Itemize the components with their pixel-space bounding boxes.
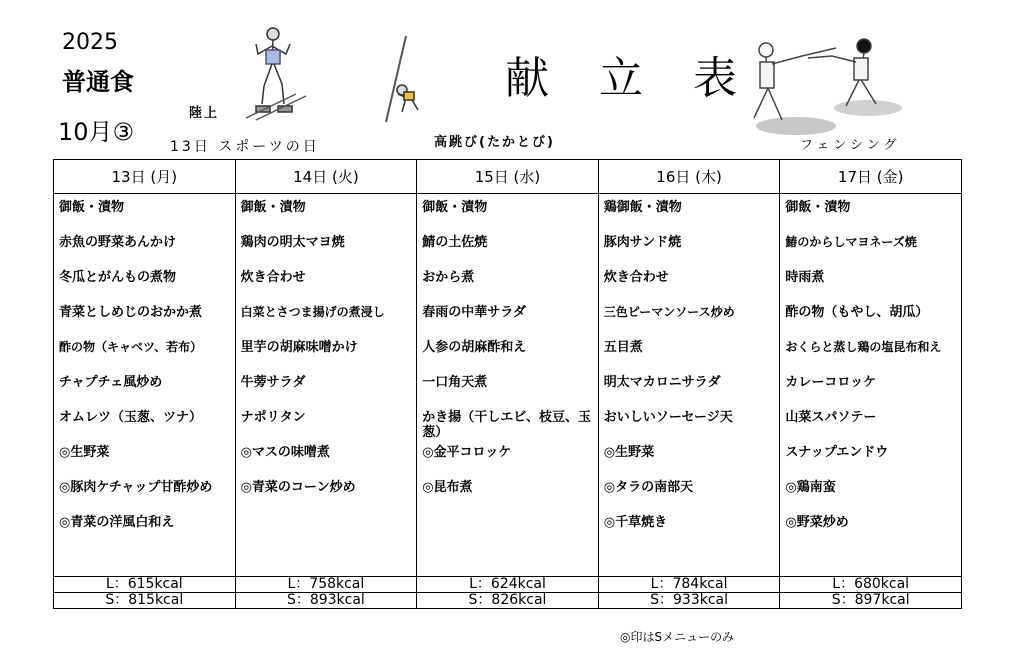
menu-item: 里芋の胡麻味噌かけ xyxy=(240,340,358,355)
menu-items-row xyxy=(54,194,962,577)
menu-item: 炊き合わせ xyxy=(240,270,306,285)
menu-item: ◎タラの南部天 xyxy=(603,480,694,495)
day-header: 16日 (木) xyxy=(598,160,780,194)
menu-item: ◎千草焼き xyxy=(603,515,668,530)
day-header: 14日 (火) xyxy=(235,160,417,194)
menu-item: 牛蒡サラダ xyxy=(240,375,306,390)
menu-table xyxy=(53,159,962,609)
day-menu-column xyxy=(780,194,962,577)
menu-item: おいしいソーセージ天 xyxy=(603,410,733,425)
kcal-s-cell: S：826kcal xyxy=(417,593,599,609)
kcal-s-cell: S：893kcal xyxy=(235,593,417,609)
menu-item: 鶏御飯・漬物 xyxy=(603,200,682,215)
menu-item: おくらと蒸し鶏の塩昆布和え xyxy=(785,340,942,354)
kcal-s-cell: S：897kcal xyxy=(780,593,962,609)
kcal-l-cell: L：624kcal xyxy=(417,577,599,593)
menu-item: ◎金平コロッケ xyxy=(422,445,512,460)
menu-item: 山菜スパソテー xyxy=(785,410,877,425)
menu-item: ◎マスの味噌煮 xyxy=(240,445,330,460)
menu-item: 明太マカロニサラダ xyxy=(603,375,721,390)
menu-item: 春雨の中華サラダ xyxy=(422,305,527,320)
high-jump-caption: 高跳び(たかとび) xyxy=(434,135,555,150)
menu-item: 鯖の土佐焼 xyxy=(422,235,488,250)
menu-item: オムレツ（玉葱、ツナ） xyxy=(59,410,203,425)
menu-item: 三色ピーマンソース炒め xyxy=(603,305,735,319)
day-header: 13日 (月) xyxy=(54,160,236,194)
year: 2025 xyxy=(62,30,118,55)
menu-item: 御飯・漬物 xyxy=(785,200,851,215)
menu-item: 人参の胡麻酢和え xyxy=(422,340,527,355)
menu-item: ◎鶏南蛮 xyxy=(785,480,836,495)
menu-item: ◎生野菜 xyxy=(603,445,655,460)
menu-item: 酢の物（キャベツ、若布） xyxy=(59,340,203,354)
menu-item: ◎青菜のコーン炒め xyxy=(240,480,356,495)
menu-item: かき揚（干しエビ、枝豆、玉葱） xyxy=(422,410,592,440)
menu-item: 鶏肉の明太マヨ焼 xyxy=(240,235,345,250)
menu-item: 御飯・漬物 xyxy=(240,200,306,215)
day-menu-column xyxy=(54,194,236,577)
kcal-l-row xyxy=(54,577,962,593)
menu-item: 御飯・漬物 xyxy=(59,200,125,215)
menu-item: おから煮 xyxy=(422,270,475,285)
kcal-l-cell: L：680kcal xyxy=(780,577,962,593)
month-label: 10月③ xyxy=(58,118,135,146)
menu-item: チャプチェ風炒め xyxy=(59,375,163,390)
menu-item: 時雨煮 xyxy=(785,270,825,285)
day-menu-column xyxy=(235,194,417,577)
menu-item: 赤魚の野菜あんかけ xyxy=(59,235,177,250)
footer-note: ◎印はSメニューのみ xyxy=(620,630,735,644)
menu-item: 一口角天煮 xyxy=(422,375,488,390)
fencing-caption: フェンシング xyxy=(800,138,901,153)
menu-item: 豚肉サンド焼 xyxy=(603,235,682,250)
kcal-s-row xyxy=(54,593,962,609)
kcal-l-cell: L：615kcal xyxy=(54,577,236,593)
page-title: 献 立 表 xyxy=(505,53,755,104)
day-header: 15日 (水) xyxy=(417,160,599,194)
menu-item: スナップエンドウ xyxy=(785,445,889,460)
menu-item: ◎昆布煮 xyxy=(422,480,473,495)
menu-item: 鰆のからしマヨネーズ焼 xyxy=(785,235,917,249)
diet-type: 普通食 xyxy=(62,68,134,96)
fencing-illustration xyxy=(736,38,906,138)
menu-item: ◎野菜炒め xyxy=(785,515,849,530)
day-header-row xyxy=(54,160,962,194)
menu-item: ◎豚肉ケチャップ甘酢炒め xyxy=(59,480,213,495)
sprinter-illustration xyxy=(236,24,316,120)
kcal-l-cell: L：758kcal xyxy=(235,577,417,593)
menu-item: 御飯・漬物 xyxy=(422,200,488,215)
kcal-l-cell: L：784kcal xyxy=(598,577,780,593)
menu-item: 酢の物（もやし、胡瓜） xyxy=(785,305,929,320)
day-menu-column xyxy=(598,194,780,577)
menu-item: ◎青菜の洋風白和え xyxy=(59,515,175,530)
menu-item: 炊き合わせ xyxy=(603,270,669,285)
day-header: 17日 (金) xyxy=(780,160,962,194)
sports-day-caption: 13日 スポーツの日 xyxy=(170,139,320,155)
menu-item: 白菜とさつま揚げの煮浸し xyxy=(240,305,385,319)
athletics-caption: 陸上 xyxy=(189,106,220,121)
menu-item: ◎生野菜 xyxy=(59,445,110,460)
day-menu-column xyxy=(417,194,599,577)
pole-vault-illustration xyxy=(378,34,428,124)
kcal-s-cell: S：933kcal xyxy=(598,593,780,609)
menu-item: カレーコロッケ xyxy=(785,375,877,390)
menu-item: 冬瓜とがんもの煮物 xyxy=(59,270,177,285)
menu-item: 青菜としめじのおかか煮 xyxy=(59,305,203,320)
menu-item: 五目煮 xyxy=(603,340,643,355)
kcal-s-cell: S：815kcal xyxy=(54,593,236,609)
menu-item: ナポリタン xyxy=(240,410,306,425)
